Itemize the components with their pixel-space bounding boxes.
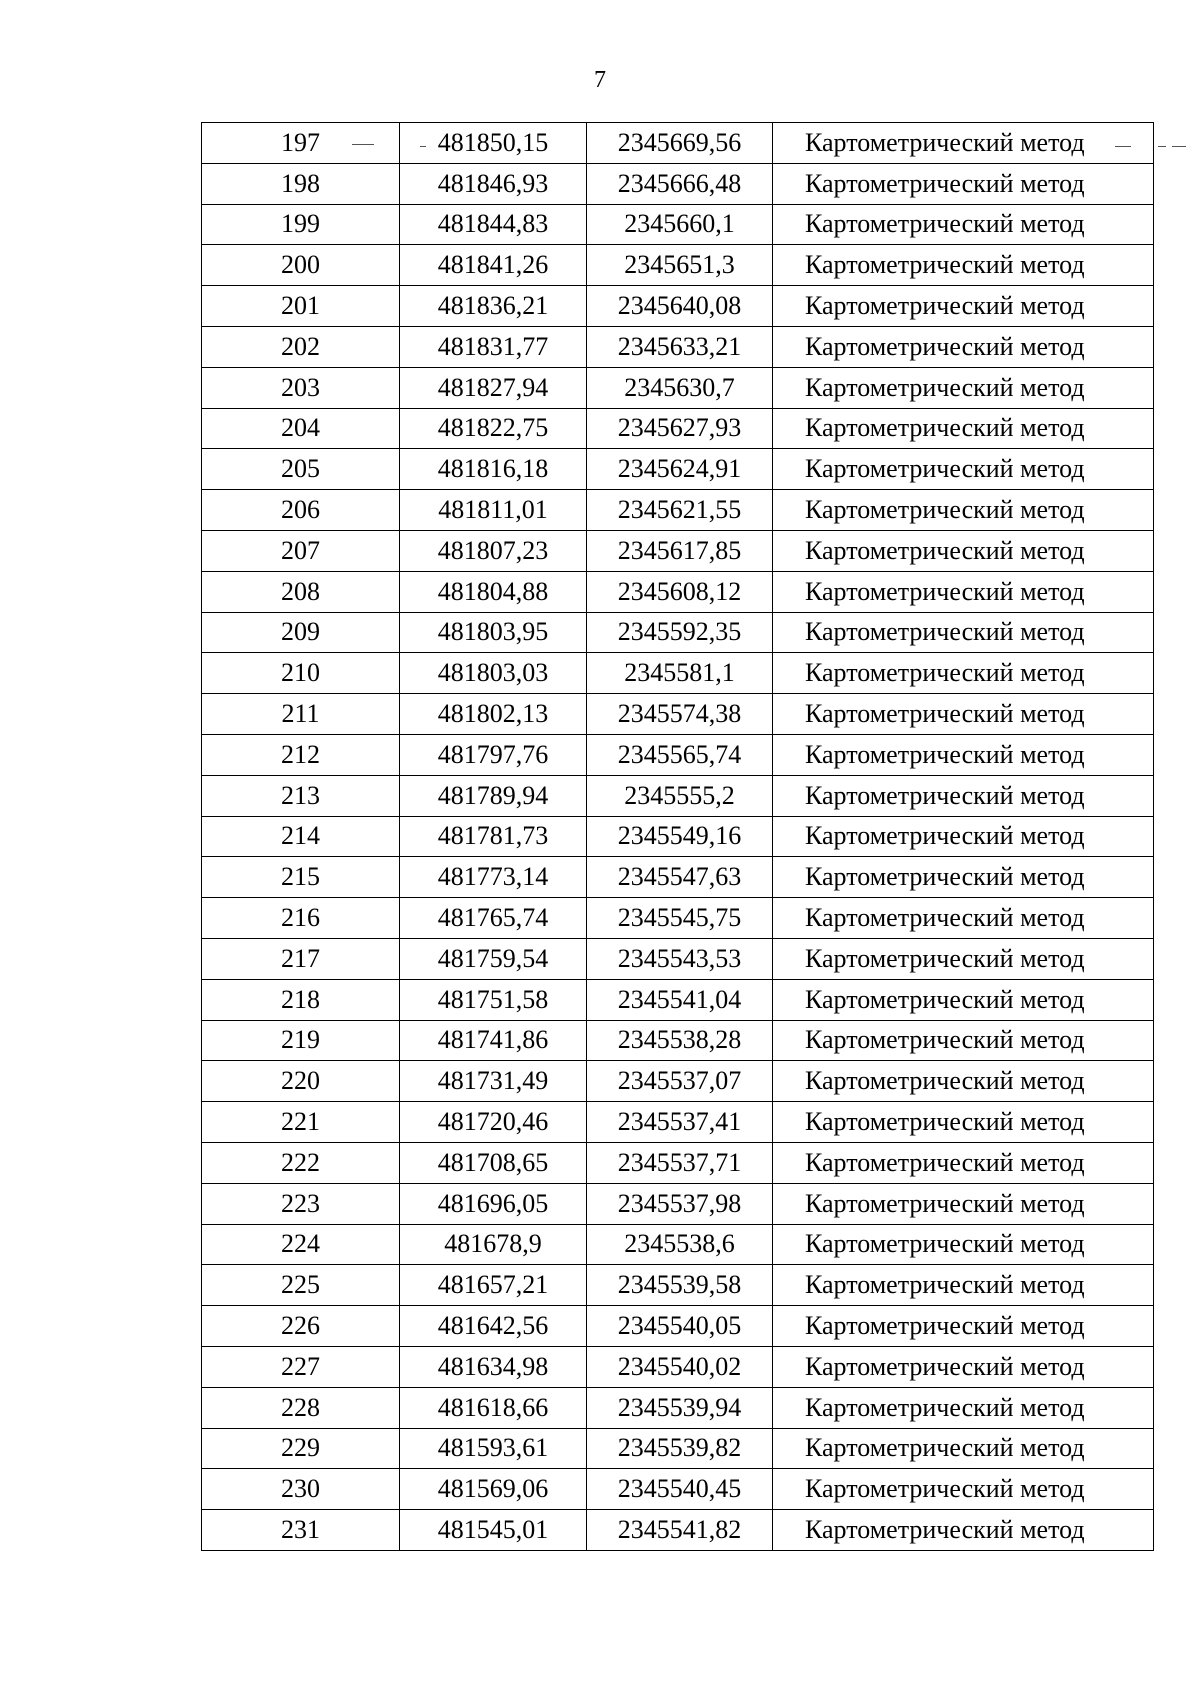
y-coordinate-cell: 2345537,71 <box>587 1142 773 1183</box>
point-number-cell: 201 <box>202 286 400 327</box>
page-number: 7 <box>594 67 606 93</box>
method-cell: Картометрический метод <box>773 490 1154 531</box>
table-row <box>202 1061 1154 1102</box>
x-coordinate-cell: 481846,93 <box>400 163 587 204</box>
method-cell: Картометрический метод <box>773 286 1154 327</box>
x-coordinate-cell: 481816,18 <box>400 449 587 490</box>
method-cell: Картометрический метод <box>773 1346 1154 1387</box>
y-coordinate-cell: 2345592,35 <box>587 612 773 653</box>
method-cell: Картометрический метод <box>773 1428 1154 1469</box>
method-cell: Картометрический метод <box>773 1387 1154 1428</box>
x-coordinate-cell: 481831,77 <box>400 326 587 367</box>
x-coordinate-cell: 481781,73 <box>400 816 587 857</box>
point-number-cell: 198 <box>202 163 400 204</box>
x-coordinate-cell: 481802,13 <box>400 694 587 735</box>
table-row <box>202 1387 1154 1428</box>
x-coordinate-cell: 481642,56 <box>400 1306 587 1347</box>
x-coordinate-cell: 481844,83 <box>400 204 587 245</box>
y-coordinate-cell: 2345537,07 <box>587 1061 773 1102</box>
y-coordinate-cell: 2345547,63 <box>587 857 773 898</box>
table-row <box>202 898 1154 939</box>
x-coordinate-cell: 481789,94 <box>400 775 587 816</box>
x-coordinate-cell: 481811,01 <box>400 490 587 531</box>
y-coordinate-cell: 2345543,53 <box>587 938 773 979</box>
point-number-cell: 230 <box>202 1469 400 1510</box>
method-cell: Картометрический метод <box>773 123 1154 164</box>
method-cell: Картометрический метод <box>773 653 1154 694</box>
table-row <box>202 449 1154 490</box>
x-coordinate-cell: 481545,01 <box>400 1510 587 1551</box>
x-coordinate-cell: 481634,98 <box>400 1346 587 1387</box>
point-number-cell: 231 <box>202 1510 400 1551</box>
method-cell: Картометрический метод <box>773 1183 1154 1224</box>
point-number-cell: 214 <box>202 816 400 857</box>
point-number-cell: 213 <box>202 775 400 816</box>
point-number-cell: 225 <box>202 1265 400 1306</box>
y-coordinate-cell: 2345581,1 <box>587 653 773 694</box>
table-row <box>202 530 1154 571</box>
point-number-cell: 206 <box>202 490 400 531</box>
point-number-cell: 219 <box>202 1020 400 1061</box>
table-row <box>202 1224 1154 1265</box>
point-number-cell: 211 <box>202 694 400 735</box>
table-row <box>202 1020 1154 1061</box>
method-cell: Картометрический метод <box>773 979 1154 1020</box>
method-cell: Картометрический метод <box>773 775 1154 816</box>
point-number-cell: 218 <box>202 979 400 1020</box>
method-cell: Картометрический метод <box>773 326 1154 367</box>
point-number-cell: 212 <box>202 734 400 775</box>
y-coordinate-cell: 2345624,91 <box>587 449 773 490</box>
y-coordinate-cell: 2345537,41 <box>587 1102 773 1143</box>
point-number-cell: 227 <box>202 1346 400 1387</box>
method-cell: Картометрический метод <box>773 1469 1154 1510</box>
y-coordinate-cell: 2345627,93 <box>587 408 773 449</box>
method-cell: Картометрический метод <box>773 204 1154 245</box>
scan-mark <box>1158 146 1166 147</box>
point-number-cell: 203 <box>202 367 400 408</box>
method-cell: Картометрический метод <box>773 571 1154 612</box>
method-cell: Картометрический метод <box>773 1142 1154 1183</box>
y-coordinate-cell: 2345574,38 <box>587 694 773 735</box>
y-coordinate-cell: 2345539,94 <box>587 1387 773 1428</box>
point-number-cell: 220 <box>202 1061 400 1102</box>
point-number-cell: 222 <box>202 1142 400 1183</box>
table-row <box>202 1306 1154 1347</box>
table-row <box>202 1428 1154 1469</box>
x-coordinate-cell: 481797,76 <box>400 734 587 775</box>
point-number-cell: 210 <box>202 653 400 694</box>
y-coordinate-cell: 2345540,45 <box>587 1469 773 1510</box>
point-number-cell: 228 <box>202 1387 400 1428</box>
y-coordinate-cell: 2345539,82 <box>587 1428 773 1469</box>
x-coordinate-cell: 481696,05 <box>400 1183 587 1224</box>
table-row <box>202 694 1154 735</box>
point-number-cell: 207 <box>202 530 400 571</box>
table-row <box>202 245 1154 286</box>
y-coordinate-cell: 2345630,7 <box>587 367 773 408</box>
x-coordinate-cell: 481836,21 <box>400 286 587 327</box>
y-coordinate-cell: 2345666,48 <box>587 163 773 204</box>
table-row <box>202 367 1154 408</box>
method-cell: Картометрический метод <box>773 734 1154 775</box>
point-number-cell: 223 <box>202 1183 400 1224</box>
point-number-cell: 224 <box>202 1224 400 1265</box>
scan-mark <box>1172 146 1186 147</box>
table-row <box>202 653 1154 694</box>
x-coordinate-cell: 481850,15 <box>400 123 587 164</box>
y-coordinate-cell: 2345549,16 <box>587 816 773 857</box>
point-number-cell: 208 <box>202 571 400 612</box>
y-coordinate-cell: 2345555,2 <box>587 775 773 816</box>
x-coordinate-cell: 481759,54 <box>400 938 587 979</box>
x-coordinate-cell: 481765,74 <box>400 898 587 939</box>
point-number-cell: 205 <box>202 449 400 490</box>
y-coordinate-cell: 2345545,75 <box>587 898 773 939</box>
table-row <box>202 734 1154 775</box>
y-coordinate-cell: 2345617,85 <box>587 530 773 571</box>
point-number-cell: 204 <box>202 408 400 449</box>
coordinates-table <box>201 122 1154 1551</box>
y-coordinate-cell: 2345539,58 <box>587 1265 773 1306</box>
method-cell: Картометрический метод <box>773 367 1154 408</box>
method-cell: Картометрический метод <box>773 857 1154 898</box>
table-row <box>202 571 1154 612</box>
y-coordinate-cell: 2345640,08 <box>587 286 773 327</box>
method-cell: Картометрический метод <box>773 1020 1154 1061</box>
x-coordinate-cell: 481803,03 <box>400 653 587 694</box>
x-coordinate-cell: 481593,61 <box>400 1428 587 1469</box>
method-cell: Картометрический метод <box>773 245 1154 286</box>
x-coordinate-cell: 481657,21 <box>400 1265 587 1306</box>
method-cell: Картометрический метод <box>773 612 1154 653</box>
method-cell: Картометрический метод <box>773 1102 1154 1143</box>
table-row <box>202 775 1154 816</box>
method-cell: Картометрический метод <box>773 408 1154 449</box>
method-cell: Картометрический метод <box>773 1265 1154 1306</box>
y-coordinate-cell: 2345633,21 <box>587 326 773 367</box>
x-coordinate-cell: 481751,58 <box>400 979 587 1020</box>
x-coordinate-cell: 481827,94 <box>400 367 587 408</box>
table-row <box>202 1510 1154 1551</box>
point-number-cell: 197 <box>202 123 400 164</box>
method-cell: Картометрический метод <box>773 898 1154 939</box>
table-row <box>202 938 1154 979</box>
y-coordinate-cell: 2345565,74 <box>587 734 773 775</box>
y-coordinate-cell: 2345541,82 <box>587 1510 773 1551</box>
point-number-cell: 229 <box>202 1428 400 1469</box>
method-cell: Картометрический метод <box>773 938 1154 979</box>
y-coordinate-cell: 2345538,6 <box>587 1224 773 1265</box>
y-coordinate-cell: 2345651,3 <box>587 245 773 286</box>
table-row <box>202 816 1154 857</box>
method-cell: Картометрический метод <box>773 163 1154 204</box>
coordinates-table-body <box>202 123 1154 1551</box>
point-number-cell: 217 <box>202 938 400 979</box>
x-coordinate-cell: 481569,06 <box>400 1469 587 1510</box>
table-row <box>202 1469 1154 1510</box>
point-number-cell: 200 <box>202 245 400 286</box>
x-coordinate-cell: 481773,14 <box>400 857 587 898</box>
point-number-cell: 221 <box>202 1102 400 1143</box>
table-row <box>202 286 1154 327</box>
method-cell: Картометрический метод <box>773 449 1154 490</box>
point-number-cell: 215 <box>202 857 400 898</box>
method-cell: Картометрический метод <box>773 1061 1154 1102</box>
point-number-cell: 202 <box>202 326 400 367</box>
table-row <box>202 1265 1154 1306</box>
x-coordinate-cell: 481804,88 <box>400 571 587 612</box>
table-row <box>202 490 1154 531</box>
y-coordinate-cell: 2345669,56 <box>587 123 773 164</box>
y-coordinate-cell: 2345540,05 <box>587 1306 773 1347</box>
y-coordinate-cell: 2345538,28 <box>587 1020 773 1061</box>
x-coordinate-cell: 481822,75 <box>400 408 587 449</box>
table-row <box>202 326 1154 367</box>
y-coordinate-cell: 2345541,04 <box>587 979 773 1020</box>
table-row <box>202 612 1154 653</box>
x-coordinate-cell: 481708,65 <box>400 1142 587 1183</box>
method-cell: Картометрический метод <box>773 1224 1154 1265</box>
method-cell: Картометрический метод <box>773 816 1154 857</box>
y-coordinate-cell: 2345660,1 <box>587 204 773 245</box>
point-number-cell: 209 <box>202 612 400 653</box>
x-coordinate-cell: 481807,23 <box>400 530 587 571</box>
table-row <box>202 1142 1154 1183</box>
table-row <box>202 857 1154 898</box>
x-coordinate-cell: 481618,66 <box>400 1387 587 1428</box>
table-row <box>202 1102 1154 1143</box>
y-coordinate-cell: 2345537,98 <box>587 1183 773 1224</box>
x-coordinate-cell: 481841,26 <box>400 245 587 286</box>
x-coordinate-cell: 481720,46 <box>400 1102 587 1143</box>
table-row <box>202 1183 1154 1224</box>
table-row <box>202 1346 1154 1387</box>
table-row <box>202 123 1154 164</box>
point-number-cell: 216 <box>202 898 400 939</box>
method-cell: Картометрический метод <box>773 1306 1154 1347</box>
x-coordinate-cell: 481678,9 <box>400 1224 587 1265</box>
x-coordinate-cell: 481741,86 <box>400 1020 587 1061</box>
x-coordinate-cell: 481803,95 <box>400 612 587 653</box>
point-number-cell: 226 <box>202 1306 400 1347</box>
table-row <box>202 408 1154 449</box>
y-coordinate-cell: 2345608,12 <box>587 571 773 612</box>
y-coordinate-cell: 2345621,55 <box>587 490 773 531</box>
point-number-cell: 199 <box>202 204 400 245</box>
method-cell: Картометрический метод <box>773 530 1154 571</box>
table-row <box>202 204 1154 245</box>
y-coordinate-cell: 2345540,02 <box>587 1346 773 1387</box>
method-cell: Картометрический метод <box>773 1510 1154 1551</box>
table-row <box>202 979 1154 1020</box>
method-cell: Картометрический метод <box>773 694 1154 735</box>
table-row <box>202 163 1154 204</box>
x-coordinate-cell: 481731,49 <box>400 1061 587 1102</box>
